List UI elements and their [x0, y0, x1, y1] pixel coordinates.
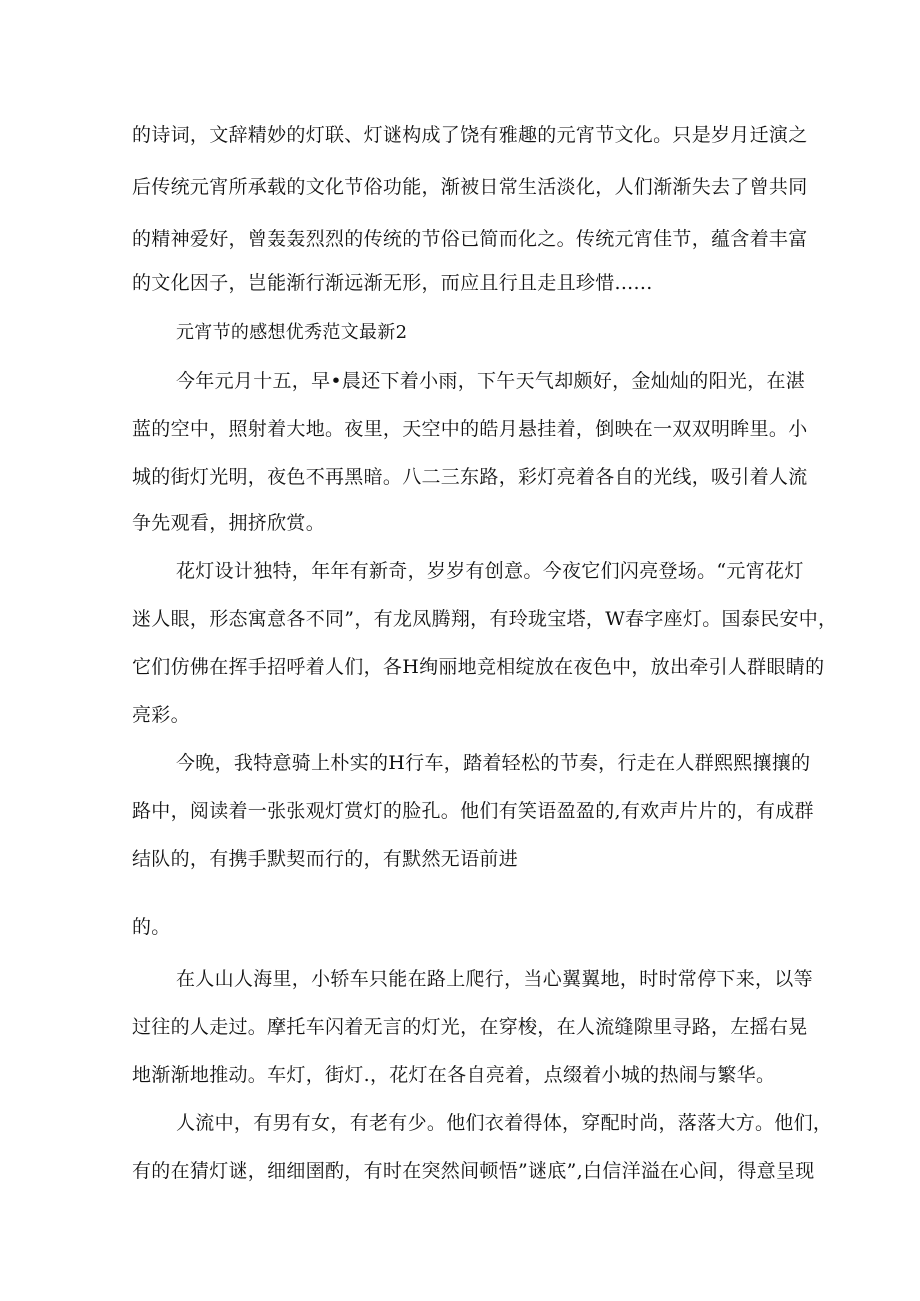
- text-line: 的诗词，文辞精妙的灯联、灯谜构成了饶有雅趣的元宵节文化。只是岁月迁演之: [132, 124, 808, 146]
- text-line: 争先观看，拥挤欣赏。: [132, 512, 326, 534]
- text-line: 的。: [132, 916, 171, 938]
- text-line: 的文化因子，岂能渐行渐远渐无形，而应且行且走且珍惜......: [132, 272, 653, 294]
- text-line: 人流中，有男有女，有老有少。他们衣着得体，穿配时尚，落落大方。他们，: [176, 1112, 833, 1134]
- text-line: 花灯设计独特，年年有新奇，岁岁有创意。今夜它们闪亮登场。“元宵花灯: [176, 560, 804, 582]
- section-heading: 元宵节的感想优秀范文最新2: [176, 322, 408, 343]
- text-line: 有的在猜灯谜，细细圉酌，有时在突然间顿悟”谜底”,白信洋溢在心间，得意呈现: [132, 1160, 815, 1182]
- text-line: 在人山人海里，小轿车只能在路上爬行，当心翼翼地，时时常停下来，以等: [176, 968, 813, 990]
- text-line: 今晚，我特意骑上朴实的H行车，踏着轻松的节奏，行走在人群熙熙攘攘的: [176, 752, 811, 774]
- text-line: 今年元月十五，早•晨还下着小雨，下午天气却颇好，金灿灿的阳光，在湛: [176, 370, 806, 392]
- text-line: 路中，阅读着一张张观灯赏灯的脸孔。他们有笑语盈盈的,有欢声片片的，有成群: [132, 800, 814, 822]
- text-line: 过往的人走过。摩托车闪着无言的灯光，在穿梭，在人流缝隙里寻路，左摇右晃: [132, 1016, 808, 1038]
- text-line: 城的街灯光明，夜色不再黑暗。八二三东路，彩灯亮着各自的光线，吸引着人流: [132, 466, 808, 488]
- text-line: 它们仿佛在挥手招呼着人们，各H绚丽地竞相绽放在夜色中，放出牵引人群眼睛的: [132, 656, 825, 678]
- text-line: 的精神爱好，曾轰轰烈烈的传统的节俗已简而化之。传统元宵佳节，蕴含着丰富: [132, 228, 808, 250]
- text-line: 蓝的空中，照射着大地。夜里，天空中的皓月悬挂着，倒映在一双双明眸里。小: [132, 418, 808, 440]
- text-line: 地渐渐地推动。车灯，街灯.，花灯在各自亮着，点缀着小城的热闹与繁华。: [132, 1064, 776, 1086]
- text-line: 亮彩。: [132, 704, 190, 726]
- text-line: 后传统元宵所承载的文化节俗功能，渐被日常生活淡化，人们渐渐失去了曾共同: [132, 176, 808, 198]
- text-line: 结队的，有携手默契而行的，有默然无语前进: [132, 848, 519, 870]
- text-line: 迷人眼，形态寓意各不同”，有龙凤腾翔，有玲珑宝塔，W春字座灯。国泰民安中，: [132, 608, 838, 630]
